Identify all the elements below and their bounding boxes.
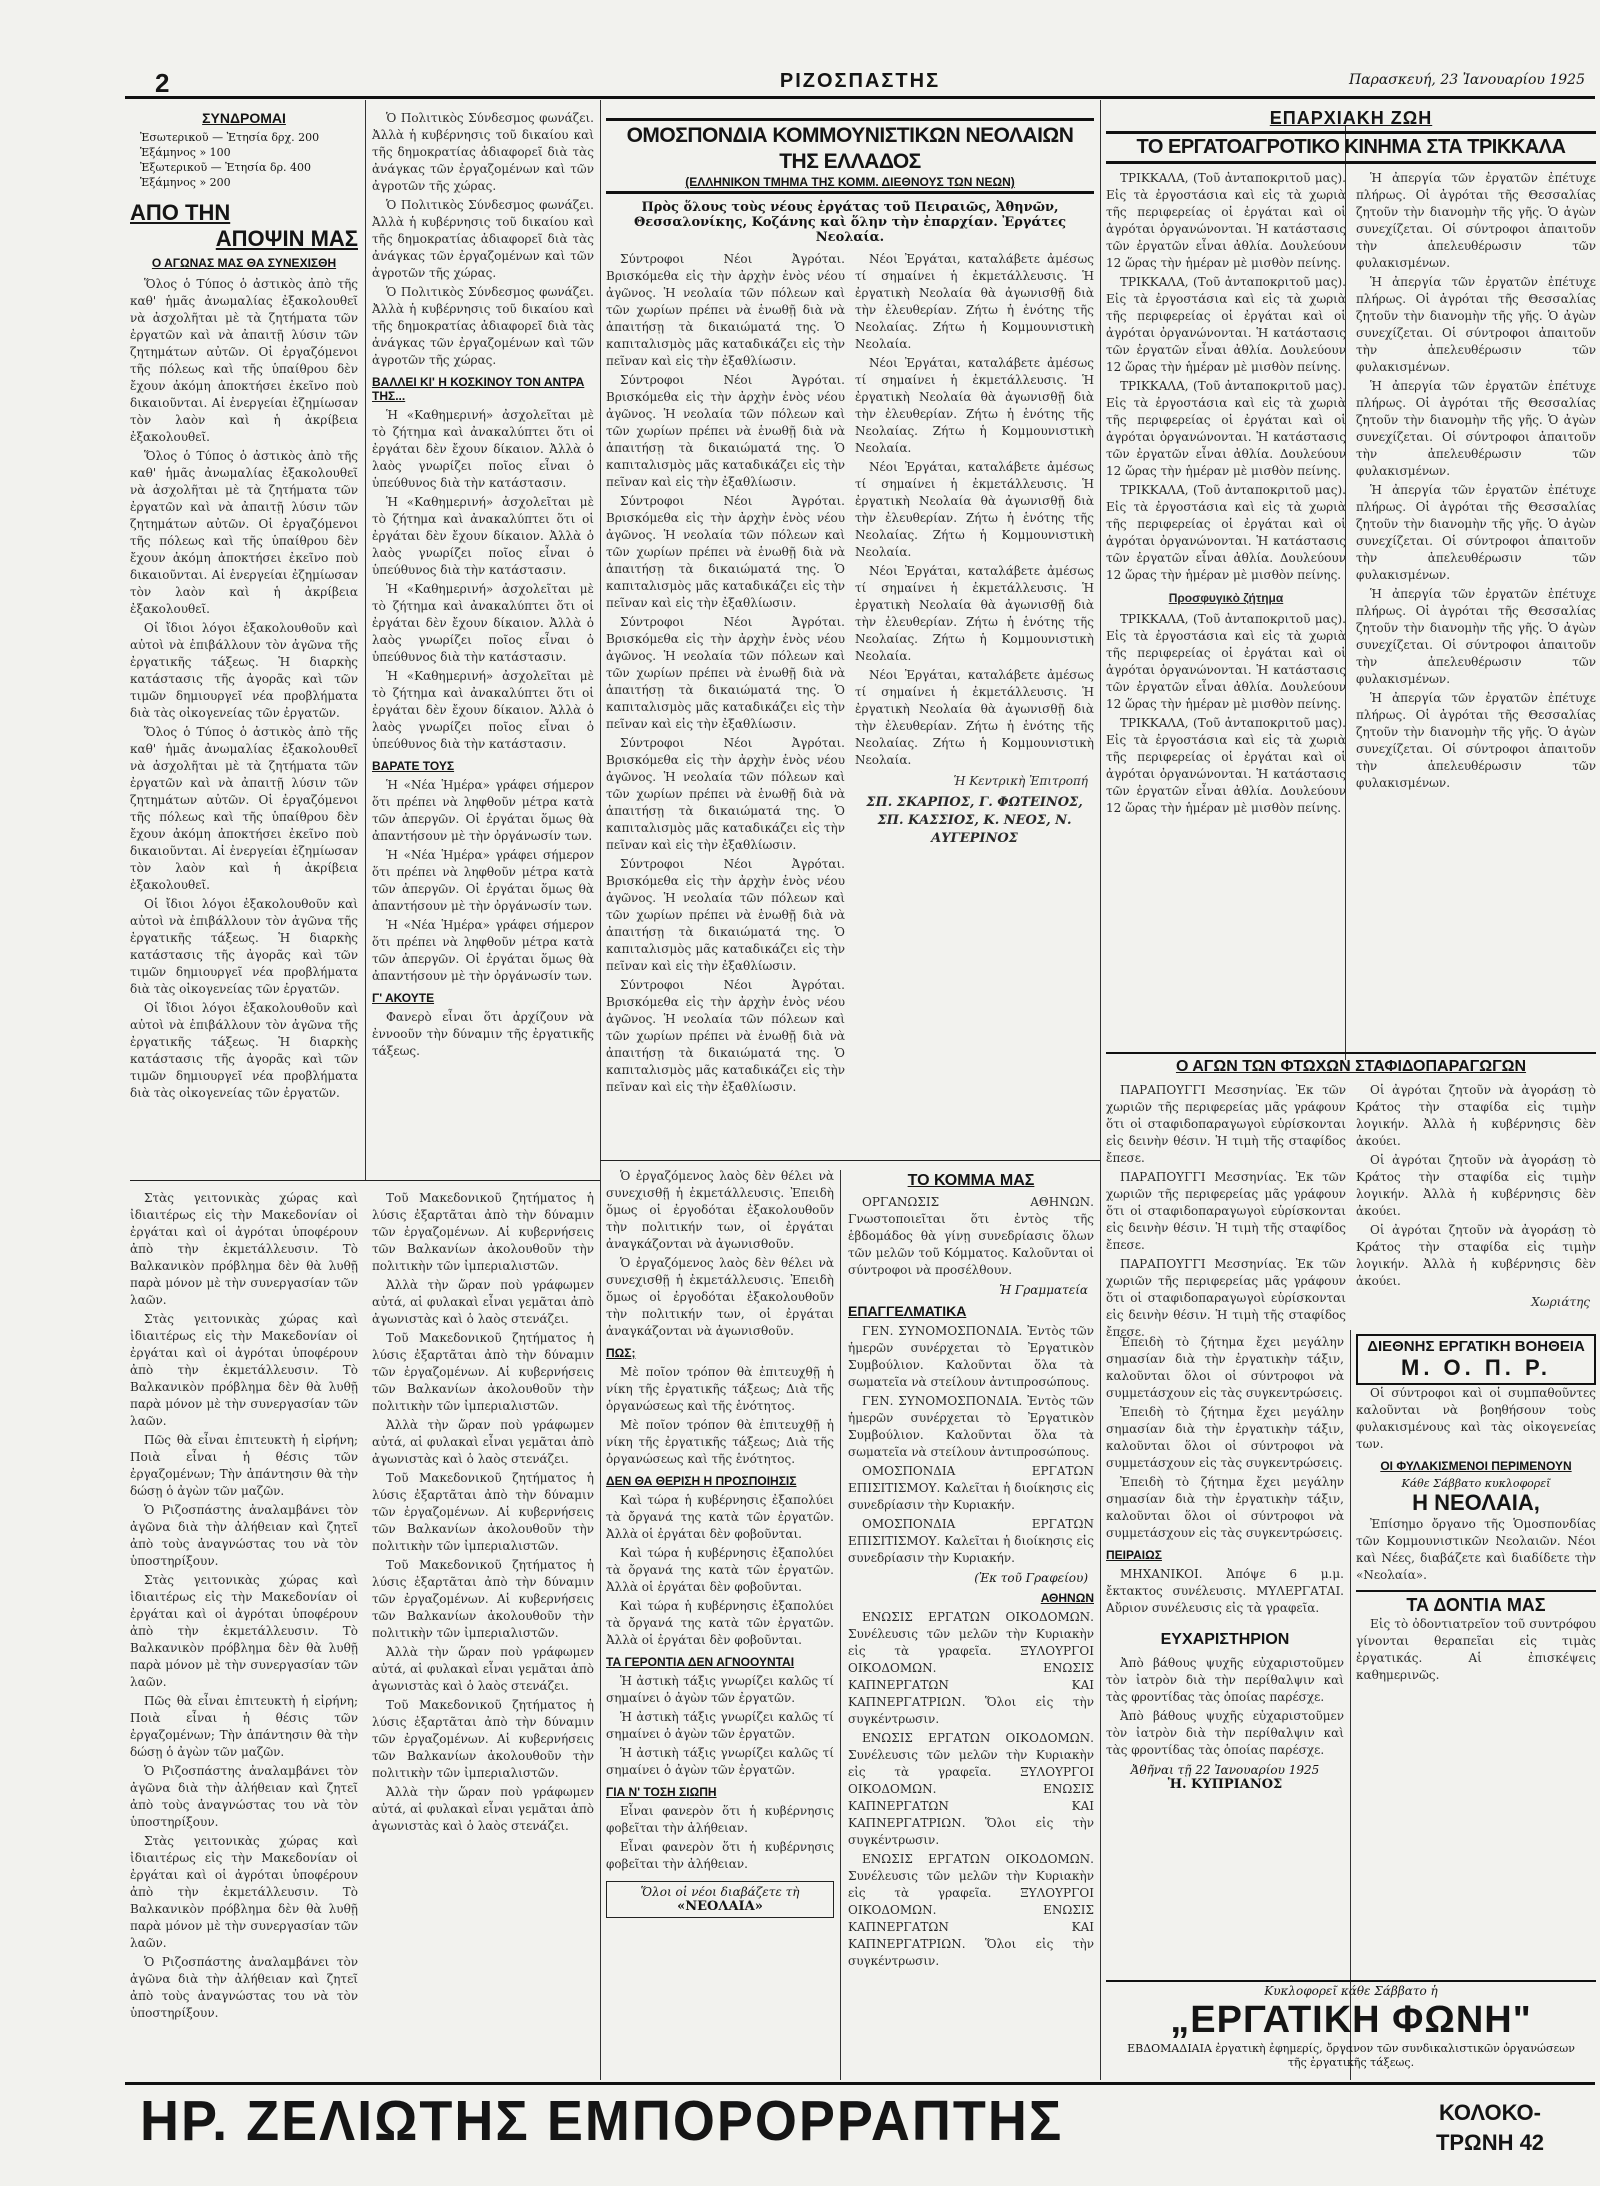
youth-body-left: Σύντροφοι Νέοι Ἀγρόται. Βρισκόμεθα εἰς τὴν ἀρχὴν ἑνὸς νέου ἀγῶνος. Ἡ νεολαία τῶν πόλεων καὶ τῶν χωρίων πρέπει νὰ ἑνωθῇ διὰ νὰ ἀπαιτήσῃ τὰ δικαιώματά της. Ὁ καπιταλισμὸς μᾶς καταδικάζει εἰς τὴν πεῖναν καὶ εἰς τὴν ἐξαθλίωσιν. Σύντροφοι Νέοι Ἀγρόται. Βρισκόμεθα εἰς τὴν ἀρχὴν ἑνὸς νέου ἀγῶνος. Ἡ νεολαία τῶν πόλεων καὶ τῶν χωρίων πρέπει νὰ ἑνωθῇ διὰ νὰ ἀπαιτήσῃ τὰ δικαιώματά της. Ὁ καπιταλισμὸς μᾶς καταδικάζει εἰς τὴν πεῖναν καὶ εἰς τὴν ἐξαθλίωσιν. Σύντροφοι Νέοι Ἀγρόται. Βρισκόμεθα εἰς τὴν ἀρχὴν ἑνὸς νέου ἀγῶνος. Ἡ νεολαία τῶν πόλεων καὶ τῶν χωρίων πρέπει νὰ ἑνωθῇ διὰ νὰ ἀπαιτήσῃ τὰ δικαιώματά της. Ὁ καπιταλισμὸς μᾶς καταδικάζει εἰς τὴν πεῖναν καὶ εἰς τὴν ἐξαθλίωσιν. Σύντροφοι Νέοι Ἀγρόται. Βρισκόμεθα εἰς τὴν ἀρχὴν ἑνὸς νέου ἀγῶνος. Ἡ νεολαία τῶν πόλεων καὶ τῶν χωρίων πρέπει νὰ ἑνωθῇ διὰ νὰ ἀπαιτήσῃ τὰ δικαιώματά της. Ὁ καπιταλισμὸς μᾶς καταδικάζει εἰς τὴν πεῖναν καὶ εἰς τὴν ἐξαθλίωσιν. Σύντροφοι Νέοι Ἀγρόται. Βρισκόμεθα εἰς τὴν ἀρχὴν ἑνὸς νέου ἀγῶνος. Ἡ νεολαία τῶν πόλεων καὶ τῶν χωρίων πρέπει νὰ ἑνωθῇ διὰ νὰ ἀπαιτήσῃ τὰ δικαιώματά της. Ὁ καπιταλισμὸς μᾶς καταδικάζει εἰς τὴν πεῖναν καὶ εἰς τὴν ἐξαθλίωσιν. Σύντροφοι Νέοι Ἀγρόται. Βρισκόμεθα εἰς τὴν ἀρχὴν ἑνὸς νέου ἀγῶνος. Ἡ νεολαία τῶν πόλεων καὶ τῶν χωρίων πρέπει νὰ ἑνωθῇ διὰ νὰ ἀπαιτήσῃ τὰ δικαιώματά της. Ὁ καπιταλισμὸς μᾶς καταδικάζει εἰς τὴν πεῖναν καὶ εἰς τὴν ἐξαθλίωσιν. Σύντροφοι Νέοι Ἀγρόται. Βρισκόμεθα εἰς τὴν ἀρχὴν ἑνὸς νέου ἀγῶνος. Ἡ νεολαία τῶν πόλεων καὶ τῶν χωρίων πρέπει νὰ ἑνωθῇ διὰ νὰ ἀπαιτήσῃ τὰ δικαιώματά της. Ὁ καπιταλισμὸς μᾶς καταδικάζει εἰς τὴν πεῖναν καὶ εἰς τὴν ἐξαθλίωσιν.	[606, 252, 845, 1094]
column-press-review	[372, 110, 594, 1175]
ergatiki-desc: ΕΒΔΟΜΑΔΙΑΙΑ ἐργατικὴ ἐφημερίς, ὄργανον τῶν συνδικαλιστικῶν ὀργανώσεων τῆς ἐργατικῆς τάξεως.	[1127, 2042, 1575, 2069]
mopr-body: Οἱ σύντροφοι καὶ οἱ συμπαθοῦντες καλοῦνται νὰ βοηθήσουν τοὺς φυλακισμένους καὶ τὰς οἰκογενείας των.	[1356, 1386, 1596, 1451]
subscription-rates	[140, 130, 358, 190]
section-divider	[600, 1160, 1100, 1161]
neolaia-box-title: «ΝΕΟΛΑΙΑ»	[677, 1899, 763, 1914]
tailor-ad-address	[1400, 2098, 1580, 2158]
ergatiki-name: „ΕΡΓΑΤΙΚΗ ΦΩΝΗ"	[1170, 1999, 1532, 2041]
athens-title: ΑΘΗΝΩΝ	[1040, 1591, 1094, 1605]
province-section	[1106, 108, 1596, 1048]
subscription-row: Ἑξάμηνος » 200	[140, 176, 231, 189]
page-header	[125, 68, 1595, 99]
article-subheading: Ο ΑΓΩΝΑΣ ΜΑΣ ΘΑ ΣΥΝΕΧΙΣΘΗ	[151, 256, 337, 270]
youth-title-box	[606, 118, 1094, 194]
subscription-row: Ἐσωτερικοῦ — Ἐτησία δρχ. 200	[140, 131, 320, 144]
neolaia-name: Η ΝΕΟΛΑΙΑ,	[1412, 1490, 1540, 1515]
lower-mid-article	[372, 1190, 594, 2080]
province-title: ΕΠΑΡΧΙΑΚΗ ΖΩΗ	[1269, 108, 1433, 128]
unions-title: ΕΠΑΓΓΕΛΜΑΤΙΚΑ	[848, 1303, 967, 1319]
unions-body: ΓΕΝ. ΣΥΝΟΜΟΣΠΟΝΔΙΑ. Ἐντὸς τῶν ἡμερῶν συνέρχεται τὸ Ἐργατικὸν Συμβούλιον. Καλοῦνται ὅλα τὰ σωματεῖα νὰ στείλουν ἀντιπροσώπους. ΓΕΝ. ΣΥΝΟΜΟΣΠΟΝΔΙΑ. Ἐντὸς τῶν ἡμερῶν συνέρχεται τὸ Ἐργατικὸν Συμβούλιον. Καλοῦνται ὅλα τὰ σωματεῖα νὰ στείλουν ἀντιπροσώπους. ΟΜΟΣΠΟΝΔΙΑ ΕΡΓΑΤΩΝ ΕΠΙΣΙΤΙΣΜΟΥ. Καλεῖται ἡ διοίκησις εἰς συνεδρίασιν τὴν Κυριακήν. ΟΜΟΣΠΟΝΔΙΑ ΕΡΓΑΤΩΝ ΕΠΙΣΙΤΙΣΜΟΥ. Καλεῖται ἡ διοίκησις εἰς συνεδρίασιν τὴν Κυριακήν.	[848, 1324, 1094, 1565]
raisins-body-left: ΠΑΡΑΠΟΥΓΓΙ Μεσσηνίας. Ἐκ τῶν χωριῶν τῆς περιφερείας μᾶς γράφουν ὅτι οἱ σταφιδοπαραγωγοὶ εὑρίσκονται εἰς δεινὴν θέσιν. Ἡ τιμὴ τῆς σταφίδος ἔπεσε. ΠΑΡΑΠΟΥΓΓΙ Μεσσηνίας. Ἐκ τῶν χωριῶν τῆς περιφερείας μᾶς γράφουν ὅτι οἱ σταφιδοπαραγωγοὶ εὑρίσκονται εἰς δεινὴν θέσιν. Ἡ τιμὴ τῆς σταφίδος ἔπεσε. ΠΑΡΑΠΟΥΓΓΙ Μεσσηνίας. Ἐκ τῶν χωριῶν τῆς περιφερείας μᾶς γράφουν ὅτι οἱ σταφιδοπαραγωγοὶ εὑρίσκονται εἰς δεινὴν θέσιν. Ἡ τιμὴ τῆς σταφίδος ἔπεσε.	[1106, 1083, 1346, 1339]
mopr-subtitle: Μ. Ο. Π. Ρ.	[1401, 1355, 1551, 1380]
column-rule	[1350, 1330, 1351, 2080]
youth-signatories: ΣΠ. ΣΚΑΡΠΟΣ, Γ. ΦΩΤΕΙΝΟΣ, ΣΠ. ΚΑΣΣΙΟΣ, Κ. ΝΕΟΣ, Ν. ΑΥΓΕΡΙΝΟΣ	[866, 795, 1083, 846]
raisins-columns	[1106, 1082, 1596, 1343]
section-title: ΔΕΝ ΘΑ ΘΕΡΙΣΗ Η ΠΡΟΣΠΟΙΗΣΙΣ	[606, 1474, 797, 1488]
ergatiki-foni-ad	[1106, 1980, 1596, 2080]
province-subtitle: Προσφυγικὸ ζήτημα	[1168, 591, 1284, 605]
column-c-lower	[606, 1168, 834, 2080]
thanks-name: Ἡ. ΚΥΠΡΙΑΝΟΣ	[1167, 1777, 1283, 1792]
youth-body-right: Νέοι Ἐργάται, καταλάβετε ἀμέσως τί σημαίνει ἡ ἐκμετάλλευσις. Ἡ ἐργατικὴ Νεολαία θὰ ἀγωνισθῇ διὰ τὴν ἐλευθερίαν. Ζήτω ἡ ἑνότης τῆς Νεολαίας. Ζήτω ἡ Κομμουνιστικὴ Νεολαία. Νέοι Ἐργάται, καταλάβετε ἀμέσως τί σημαίνει ἡ ἐκμετάλλευσις. Ἡ ἐργατικὴ Νεολαία θὰ ἀγωνισθῇ διὰ τὴν ἐλευθερίαν. Ζήτω ἡ ἑνότης τῆς Νεολαίας. Ζήτω ἡ Κομμουνιστικὴ Νεολαία. Νέοι Ἐργάται, καταλάβετε ἀμέσως τί σημαίνει ἡ ἐκμετάλλευσις. Ἡ ἐργατικὴ Νεολαία θὰ ἀγωνισθῇ διὰ τὴν ἐλευθερίαν. Ζήτω ἡ ἑνότης τῆς Νεολαίας. Ζήτω ἡ Κομμουνιστικὴ Νεολαία. Νέοι Ἐργάται, καταλάβετε ἀμέσως τί σημαίνει ἡ ἐκμετάλλευσις. Ἡ ἐργατικὴ Νεολαία θὰ ἀγωνισθῇ διὰ τὴν ἐλευθερίαν. Ζήτω ἡ ἑνότης τῆς Νεολαίας. Ζήτω ἡ Κομμουνιστικὴ Νεολαία. Νέοι Ἐργάται, καταλάβετε ἀμέσως τί σημαίνει ἡ ἐκμετάλλευσις. Ἡ ἐργατικὴ Νεολαία θὰ ἀγωνισθῇ διὰ τὴν ἐλευθερίαν. Ζήτω ἡ ἑνότης τῆς Νεολαίας. Ζήτω ἡ Κομμουνιστικὴ Νεολαία. Ἡ Κεντρικὴ Ἐπιτροπή ΣΠ. ΣΚΑΡΠΟΣ, Γ. ΦΩΤΕΙΝΟΣ, ΣΠ. ΚΑΣΣΙΟΣ, Κ. ΝΕΟΣ, Ν. ΑΥΓΕΡΙΝΟΣ	[855, 252, 1094, 846]
neolaia-intro: Κάθε Σάββατο κυκλοφορεῖ	[1401, 1477, 1551, 1490]
province-body-right: Ἡ ἀπεργία τῶν ἐργατῶν ἐπέτυχε πλήρως. Οἱ ἀγρόται τῆς Θεσσαλίας ζητοῦν τὴν διανομὴν τῆς γῆς. Ὁ ἀγὼν συνεχίζεται. Οἱ σύντροφοι ἀπαιτοῦν τὴν ἀπελευθέρωσιν τῶν φυλακισμένων. Ἡ ἀπεργία τῶν ἐργατῶν ἐπέτυχε πλήρως. Οἱ ἀγρόται τῆς Θεσσαλίας ζητοῦν τὴν διανομὴν τῆς γῆς. Ὁ ἀγὼν συνεχίζεται. Οἱ σύντροφοι ἀπαιτοῦν τὴν ἀπελευθέρωσιν τῶν φυλακισμένων. Ἡ ἀπεργία τῶν ἐργατῶν ἐπέτυχε πλήρως. Οἱ ἀγρόται τῆς Θεσσαλίας ζητοῦν τὴν διανομὴν τῆς γῆς. Ὁ ἀγὼν συνεχίζεται. Οἱ σύντροφοι ἀπαιτοῦν τὴν ἀπελευθέρωσιν τῶν φυλακισμένων. Ἡ ἀπεργία τῶν ἐργατῶν ἐπέτυχε πλήρως. Οἱ ἀγρόται τῆς Θεσσαλίας ζητοῦν τὴν διανομὴν τῆς γῆς. Ὁ ἀγὼν συνεχίζεται. Οἱ σύντροφοι ἀπαιτοῦν τὴν ἀπελευθέρωσιν τῶν φυλακισμένων. Ἡ ἀπεργία τῶν ἐργατῶν ἐπέτυχε πλήρως. Οἱ ἀγρόται τῆς Θεσσαλίας ζητοῦν τὴν διανομὴν τῆς γῆς. Ὁ ἀγὼν συνεχίζεται. Οἱ σύντροφοι ἀπαιτοῦν τὴν ἀπελευθέρωσιν τῶν φυλακισμένων. Ἡ ἀπεργία τῶν ἐργατῶν ἐπέτυχε πλήρως. Οἱ ἀγρόται τῆς Θεσσαλίας ζητοῦν τὴν διανομὴν τῆς γῆς. Ὁ ἀγὼν συνεχίζεται. Οἱ σύντροφοι ἀπαιτοῦν τὴν ἀπελευθέρωσιν τῶν φυλακισμένων.	[1356, 171, 1596, 790]
lower-left-article	[130, 1190, 358, 2080]
section-title: ΒΑΡΑΤΕ ΤΟΥΣ	[372, 759, 455, 773]
piraeus-body: ΜΗΧΑΝΙΚΟΙ. Ἀπόψε 6 μ.μ. ἔκτακτος συνέλευσις. ΜΥΛΕΡΓΑΤΑΙ. Αὔριον συνέλευσις εἰς τὰ γραφεῖα.	[1106, 1567, 1344, 1615]
subscription-row: Ἑξάμηνος » 100	[140, 146, 231, 159]
mopr-box	[1356, 1334, 1596, 1385]
raisins-body-right: Οἱ ἀγρόται ζητοῦν νὰ ἀγοράσῃ τὸ Κράτος τὴν σταφίδα εἰς τιμὴν λογικήν. Ἀλλὰ ἡ κυβέρνησις δὲν ἀκούει. Οἱ ἀγρόται ζητοῦν νὰ ἀγοράσῃ τὸ Κράτος τὴν σταφίδα εἰς τιμὴν λογικήν. Ἀλλὰ ἡ κυβέρνησις δὲν ἀκούει. Οἱ ἀγρόται ζητοῦν νὰ ἀγοράσῃ τὸ Κράτος τὴν σταφίδα εἰς τιμὴν λογικήν. Ἀλλὰ ἡ κυβέρνησις δὲν ἀκούει. Χωριάτης	[1356, 1083, 1596, 1309]
bottom-ad-rule	[125, 2082, 1595, 2085]
column-rule	[1100, 100, 1101, 2080]
section-body: Ἡ «Καθημερινή» ἀσχολεῖται μὲ τὸ ζήτημα καὶ ἀνακαλύπτει ὅτι οἱ ἐργάται δὲν ἔχουν δίκαιον. Ἀλλὰ ὁ λαὸς γνωρίζει ποῖος εἶναι ὁ ὑπεύθυνος διὰ τὴν κατάστασιν. Ἡ «Καθημερινή» ἀσχολεῖται μὲ τὸ ζήτημα καὶ ἀνακαλύπτει ὅτι οἱ ἐργάται δὲν ἔχουν δίκαιον. Ἀλλὰ ὁ λαὸς γνωρίζει ποῖος εἶναι ὁ ὑπεύθυνος διὰ τὴν κατάστασιν. Ἡ «Καθημερινή» ἀσχολεῖται μὲ τὸ ζήτημα καὶ ἀνακαλύπτει ὅτι οἱ ἐργάται δὲν ἔχουν δίκαιον. Ἀλλὰ ὁ λαὸς γνωρίζει ποῖος εἶναι ὁ ὑπεύθυνος διὰ τὴν κατάστασιν. Ἡ «Καθημερινή» ἀσχολεῖται μὲ τὸ ζήτημα καὶ ἀνακαλύπτει ὅτι οἱ ἐργάται δὲν ἔχουν δίκαιον. Ἀλλὰ ὁ λαὸς γνωρίζει ποῖος εἶναι ὁ ὑπεύθυνος διὰ τὴν κατάστασιν.	[372, 408, 594, 751]
party-title: ΤΟ ΚΟΜΜΑ ΜΑΣ	[907, 1172, 1035, 1189]
athens-body: ΕΝΩΣΙΣ ΕΡΓΑΤΩΝ ΟΙΚΟΔΟΜΩΝ. Συνέλευσις τῶν μελῶν τὴν Κυριακὴν εἰς τὰ γραφεῖα. ΞΥΛΟΥΡΓΟΙ ΟΙΚΟΔΟΜΩΝ. ΕΝΩΣΙΣ ΚΑΠΝΕΡΓΑΤΩΝ ΚΑΙ ΚΑΠΝΕΡΓΑΤΡΙΩΝ. Ὅλοι εἰς τὴν συγκέντρωσιν. ΕΝΩΣΙΣ ΕΡΓΑΤΩΝ ΟΙΚΟΔΟΜΩΝ. Συνέλευσις τῶν μελῶν τὴν Κυριακὴν εἰς τὰ γραφεῖα. ΞΥΛΟΥΡΓΟΙ ΟΙΚΟΔΟΜΩΝ. ΕΝΩΣΙΣ ΚΑΠΝΕΡΓΑΤΩΝ ΚΑΙ ΚΑΠΝΕΡΓΑΤΡΙΩΝ. Ὅλοι εἰς τὴν συγκέντρωσιν. ΕΝΩΣΙΣ ΕΡΓΑΤΩΝ ΟΙΚΟΔΟΜΩΝ. Συνέλευσις τῶν μελῶν τὴν Κυριακὴν εἰς τὰ γραφεῖα. ΞΥΛΟΥΡΓΟΙ ΟΙΚΟΔΟΜΩΝ. ΕΝΩΣΙΣ ΚΑΠΝΕΡΓΑΤΩΝ ΚΑΙ ΚΑΠΝΕΡΓΑΤΡΙΩΝ. Ὅλοι εἰς τὴν συγκέντρωσιν.	[848, 1610, 1094, 1968]
heading-from-the: ΑΠΟ ΤΗΝ	[130, 200, 231, 225]
piraeus-title: ΠΕΙΡΑΙΩΣ	[1106, 1548, 1162, 1562]
neolaia-box-line: Ὅλοι οἱ νέοι διαβάζετε τὴ	[640, 1885, 800, 1899]
province-headline: ΤΟ ΕΡΓΑΤΟΑΓΡΟΤΙΚΟ ΚΙΝΗΜΑ ΣΤΑ ΤΡΙΚΚΑΛΑ	[1136, 136, 1566, 158]
section-body: Ἡ ἀστικὴ τάξις γνωρίζει καλῶς τί σημαίνει ὁ ἀγὼν τῶν ἐργατῶν. Ἡ ἀστικὴ τάξις γνωρίζει καλῶς τί σημαίνει ὁ ἀγὼν τῶν ἐργατῶν. Ἡ ἀστικὴ τάξις γνωρίζει καλῶς τί σημαίνει ὁ ἀγὼν τῶν ἐργατῶν.	[606, 1674, 834, 1777]
address-line: ΚΟΛΟΚΟ-	[1439, 2100, 1541, 2125]
prisoners-title: ΟΙ ΦΥΛΑΚΙΣΜΕΝΟΙ ΠΕΡΙΜΕΝΟΥΝ	[1380, 1459, 1572, 1473]
subscription-row: Ἐξωτερικοῦ — Ἐτησία δρ. 400	[140, 161, 312, 174]
province-body-left: ΤΡΙΚΚΑΛΑ, (Τοῦ ἀνταποκριτοῦ μας). Εἰς τὰ ἐργοστάσια καὶ εἰς τὰ χωριὰ τῆς περιφερείας οἱ ἐργάται καὶ οἱ ἀγρόται ὀργανώνονται. Ἡ κατάστασις τῶν ἐργατῶν εἶναι ἀθλία. Δουλεύουν 12 ὥρας τὴν ἡμέραν μὲ μισθὸν πείνης. ΤΡΙΚΚΑΛΑ, (Τοῦ ἀνταποκριτοῦ μας). Εἰς τὰ ἐργοστάσια καὶ εἰς τὰ χωριὰ τῆς περιφερείας οἱ ἐργάται καὶ οἱ ἀγρόται ὀργανώνονται. Ἡ κατάστασις τῶν ἐργατῶν εἶναι ἀθλία. Δουλεύουν 12 ὥρας τὴν ἡμέραν μὲ μισθὸν πείνης. ΤΡΙΚΚΑΛΑ, (Τοῦ ἀνταποκριτοῦ μας). Εἰς τὰ ἐργοστάσια καὶ εἰς τὰ χωριὰ τῆς περιφερείας οἱ ἐργάται καὶ οἱ ἀγρόται ὀργανώνονται. Ἡ κατάστασις τῶν ἐργατῶν εἶναι ἀθλία. Δουλεύουν 12 ὥρας τὴν ἡμέραν μὲ μισθὸν πείνης. ΤΡΙΚΚΑΛΑ, (Τοῦ ἀνταποκριτοῦ μας). Εἰς τὰ ἐργοστάσια καὶ εἰς τὰ χωριὰ τῆς περιφερείας οἱ ἐργάται καὶ οἱ ἀγρόται ὀργανώνονται. Ἡ κατάστασις τῶν ἐργατῶν εἶναι ἀθλία. Δουλεύουν 12 ὥρας τὴν ἡμέραν μὲ μισθὸν πείνης. Προσφυγικὸ ζήτημα ΤΡΙΚΚΑΛΑ, (Τοῦ ἀνταποκριτοῦ μας). Εἰς τὰ ἐργοστάσια καὶ εἰς τὰ χωριὰ τῆς περιφερείας οἱ ἐργάται καὶ οἱ ἀγρόται ὀργανώνονται. Ἡ κατάστασις τῶν ἐργατῶν εἶναι ἀθλία. Δουλεύουν 12 ὥρας τὴν ἡμέραν μὲ μισθὸν πείνης. ΤΡΙΚΚΑΛΑ, (Τοῦ ἀνταποκριτοῦ μας). Εἰς τὰ ἐργοστάσια καὶ εἰς τὰ χωριὰ τῆς περιφερείας οἱ ἐργάται καὶ οἱ ἀγρόται ὀργανώνονται. Ἡ κατάστασις τῶν ἐργατῶν εἶναι ἀθλία. Δουλεύουν 12 ὥρας τὴν ἡμέραν μὲ μισθὸν πείνης.	[1106, 171, 1346, 815]
youth-subtitle: (ΕΛΛΗΝΙΚΟΝ ΤΜΗΜΑ ΤΗΣ ΚΟΜΜ. ΔΙΕΘΝΟΥΣ ΤΩΝ ΝΕΩΝ)	[685, 175, 1015, 189]
province-headline-box	[1106, 131, 1596, 164]
youth-federation-article	[606, 118, 1094, 1158]
column-from-our-view	[130, 110, 358, 1175]
teeth-title: ΤΑ ΔΟΝΤΙΑ ΜΑΣ	[1356, 1590, 1596, 1616]
section-title: ΒΑΛΛΕΙ ΚΙ' Η ΚΟΣΚΙΝΟΥ ΤΟΝ ΑΝΤΡΑ ΤΗΣ...	[372, 375, 585, 403]
party-body: ΟΡΓΑΝΩΣΙΣ ΑΘΗΝΩΝ. Γνωστοποιεῖται ὅτι ἐντὸς τῆς ἑβδομάδος θὰ γίνῃ συνεδρίασις ὅλων τῶν μελῶν τοῦ Κόμματος. Καλοῦνται οἱ σύντροφοι νὰ προσέλθουν.	[848, 1195, 1094, 1277]
article-body: Τοῦ Μακεδονικοῦ ζητήματος ἡ λύσις ἐξαρτᾶται ἀπὸ τὴν δύναμιν τῶν ἐργαζομένων. Αἱ κυβερνήσεις τῶν Βαλκανίων ἀκολουθοῦν τὴν πολιτικὴν τῶν ἰμπεριαλιστῶν. Ἀλλὰ τὴν ὥραν ποὺ γράφωμεν αὐτά, αἱ φυλακαὶ εἶναι γεμᾶται ἀπὸ ἀγωνιστὰς καὶ ὁ λαὸς στενάζει. Τοῦ Μακεδονικοῦ ζητήματος ἡ λύσις ἐξαρτᾶται ἀπὸ τὴν δύναμιν τῶν ἐργαζομένων. Αἱ κυβερνήσεις τῶν Βαλκανίων ἀκολουθοῦν τὴν πολιτικὴν τῶν ἰμπεριαλιστῶν. Ἀλλὰ τὴν ὥραν ποὺ γράφωμεν αὐτά, αἱ φυλακαὶ εἶναι γεμᾶται ἀπὸ ἀγωνιστὰς καὶ ὁ λαὸς στενάζει. Τοῦ Μακεδονικοῦ ζητήματος ἡ λύσις ἐξαρτᾶται ἀπὸ τὴν δύναμιν τῶν ἐργαζομένων. Αἱ κυβερνήσεις τῶν Βαλκανίων ἀκολουθοῦν τὴν πολιτικὴν τῶν ἰμπεριαλιστῶν. Τοῦ Μακεδονικοῦ ζητήματος ἡ λύσις ἐξαρτᾶται ἀπὸ τὴν δύναμιν τῶν ἐργαζομένων. Αἱ κυβερνήσεις τῶν Βαλκανίων ἀκολουθοῦν τὴν πολιτικὴν τῶν ἰμπεριαλιστῶν. Ἀλλὰ τὴν ὥραν ποὺ γράφωμεν αὐτά, αἱ φυλακαὶ εἶναι γεμᾶται ἀπὸ ἀγωνιστὰς καὶ ὁ λαὸς στενάζει. Τοῦ Μακεδονικοῦ ζητήματος ἡ λύσις ἐξαρτᾶται ἀπὸ τὴν δύναμιν τῶν ἐργαζομένων. Αἱ κυβερνήσεις τῶν Βαλκανίων ἀκολουθοῦν τὴν πολιτικὴν τῶν ἰμπεριαλιστῶν. Ἀλλὰ τὴν ὥραν ποὺ γράφωμεν αὐτά, αἱ φυλακαὶ εἶναι γεμᾶται ἀπὸ ἀγωνιστὰς καὶ ὁ λαὸς στενάζει.	[372, 1191, 594, 1833]
party-signature: Ἡ Γραμματεία	[999, 1283, 1088, 1297]
thanks-body: Ἀπὸ βάθους ψυχῆς εὐχαριστοῦμεν τὸν ἰατρὸν διὰ τὴν περίθαλψιν καὶ τὰς φροντίδας τὰς ὁποίας παρέσχε. Ἀπὸ βάθους ψυχῆς εὐχαριστοῦμεν τὸν ἰατρὸν διὰ τὴν περίθαλψιν καὶ τὰς φροντίδας τὰς ὁποίας παρέσχε.	[1106, 1656, 1344, 1757]
article-body: Ὁ Πολιτικὸς Σύνδεσμος φωνάζει. Ἀλλὰ ἡ κυβέρνησις τοῦ δικαίου καὶ τῆς δημοκρατίας ἀδιαφορεῖ διὰ τὰς ἀνάγκας τῶν ἐργαζομένων καὶ τῶν ἀγροτῶν τῆς χώρας. Ὁ Πολιτικὸς Σύνδεσμος φωνάζει. Ἀλλὰ ἡ κυβέρνησις τοῦ δικαίου καὶ τῆς δημοκρατίας ἀδιαφορεῖ διὰ τὰς ἀνάγκας τῶν ἐργαζομένων καὶ τῶν ἀγροτῶν τῆς χώρας. Ὁ Πολιτικὸς Σύνδεσμος φωνάζει. Ἀλλὰ ἡ κυβέρνησις τοῦ δικαίου καὶ τῆς δημοκρατίας ἀδιαφορεῖ διὰ τὰς ἀνάγκας τῶν ἐργαζομένων καὶ τῶν ἀγροτῶν τῆς χώρας.	[372, 111, 594, 367]
article-body: Στὰς γειτονικὰς χώρας καὶ ἰδιαιτέρως εἰς τὴν Μακεδονίαν οἱ ἐργάται καὶ οἱ ἀγρόται ὑποφέρουν ἀπὸ τὴν ἐκμετάλλευσιν. Τὸ Βαλκανικὸν πρόβλημα δὲν θὰ λυθῇ παρὰ μόνον μὲ τὴν συνεργασίαν τῶν λαῶν. Στὰς γειτονικὰς χώρας καὶ ἰδιαιτέρως εἰς τὴν Μακεδονίαν οἱ ἐργάται καὶ οἱ ἀγρόται ὑποφέρουν ἀπὸ τὴν ἐκμετάλλευσιν. Τὸ Βαλκανικὸν πρόβλημα δὲν θὰ λυθῇ παρὰ μόνον μὲ τὴν συνεργασίαν τῶν λαῶν. Πῶς θὰ εἶναι ἐπιτευκτὴ ἡ εἰρήνη; Ποιὰ εἶναι ἡ θέσις τῶν ἐργαζομένων; Τὴν ἀπάντησιν θὰ τὴν δώσῃ ὁ ἀγὼν τῶν μαζῶν. Ὁ Ριζοσπάστης ἀναλαμβάνει τὸν ἀγῶνα διὰ τὴν ἀλήθειαν καὶ ζητεῖ ἀπὸ τοὺς ἀναγνώστας του νὰ τὸν ὑποστηρίξουν. Στὰς γειτονικὰς χώρας καὶ ἰδιαιτέρως εἰς τὴν Μακεδονίαν οἱ ἐργάται καὶ οἱ ἀγρόται ὑποφέρουν ἀπὸ τὴν ἐκμετάλλευσιν. Τὸ Βαλκανικὸν πρόβλημα δὲν θὰ λυθῇ παρὰ μόνον μὲ τὴν συνεργασίαν τῶν λαῶν. Πῶς θὰ εἶναι ἐπιτευκτὴ ἡ εἰρήνη; Ποιὰ εἶναι ἡ θέσις τῶν ἐργαζομένων; Τὴν ἀπάντησιν θὰ τὴν δώσῃ ὁ ἀγὼν τῶν μαζῶν. Ὁ Ριζοσπάστης ἀναλαμβάνει τὸν ἀγῶνα διὰ τὴν ἀλήθειαν καὶ ζητεῖ ἀπὸ τοὺς ἀναγνώστας του νὰ τὸν ὑποστηρίξουν. Στὰς γειτονικὰς χώρας καὶ ἰδιαιτέρως εἰς τὴν Μακεδονίαν οἱ ἐργάται καὶ οἱ ἀγρόται ὑποφέρουν ἀπὸ τὴν ἐκμετάλλευσιν. Τὸ Βαλκανικὸν πρόβλημα δὲν θὰ λυθῇ παρὰ μόνον μὲ τὴν συνεργασίαν τῶν λαῶν. Ὁ Ριζοσπάστης ἀναλαμβάνει τὸν ἀγῶνα διὰ τὴν ἀλήθειαν καὶ ζητεῖ ἀπὸ τοὺς ἀναγνώστας του νὰ τὸν ὑποστηρίξουν.	[130, 1191, 358, 2020]
province-lower-column	[1106, 1334, 1344, 2080]
from-office: (Ἐκ τοῦ Γραφείου)	[974, 1571, 1088, 1585]
section-title: ΤΑ ΓΕΡΟΝΤΙΑ ΔΕΝ ΑΓΝΟΟΥΝΤΑΙ	[606, 1655, 795, 1669]
party-column	[848, 1168, 1094, 2080]
thanks-title: ΕΥΧΑΡΙΣΤΗΡΙΟΝ	[1160, 1631, 1290, 1648]
address-line: ΤΡΩΝΗ 42	[1435, 2130, 1545, 2155]
article-body: Ὁ ἐργαζόμενος λαὸς δὲν θέλει νὰ συνεχισθῇ ἡ ἐκμετάλλευσις. Ἐπειδὴ ὅμως οἱ ἐργοδόται ἐξακολουθοῦν τὴν πολιτικήν των, οἱ ἐργάται ἀναγκάζονται νὰ ἀγωνισθοῦν. Ὁ ἐργαζόμενος λαὸς δὲν θέλει νὰ συνεχισθῇ ἡ ἐκμετάλλευσις. Ἐπειδὴ ὅμως οἱ ἐργοδόται ἐξακολουθοῦν τὴν πολιτικήν των, οἱ ἐργάται ἀναγκάζονται νὰ ἀγωνισθοῦν.	[606, 1169, 834, 1338]
masthead: ΡΙΖΟΣΠΑΣΤΗΣ	[779, 70, 941, 92]
neolaia-box	[606, 1881, 834, 1918]
subscription-title: ΣΥΝΔΡΟΜΑΙ	[202, 110, 286, 126]
neolaia-body: Ἐπίσημο ὄργανο τῆς Ὁμοσπονδίας τῶν Κομμουνιστικῶν Νεολαιῶν. Νέοι καὶ Νέες, διαβάζετε καὶ διαδίδετε τὴν «Νεολαία».	[1356, 1517, 1596, 1582]
section-title: ΠΩΣ;	[606, 1346, 636, 1360]
raisins-signature: Χωριάτης	[1531, 1295, 1590, 1309]
section-title: Γ' ΑΚΟΥΤΕ	[372, 991, 435, 1005]
article-body: Ὅλος ὁ Τύπος ὁ ἀστικὸς ἀπὸ τῆς καθ' ἡμᾶς ἀνωμαλίας ἐξακολουθεῖ νὰ ἀσχολῆται μὲ τὰ ζητήματα τῶν ἐργατῶν καὶ νὰ ἀπαιτῇ λύσιν τῶν ζητημάτων αὐτῶν. Οἱ ἐργαζόμενοι τῆς πόλεως καὶ τῆς ὑπαίθρου δὲν ἔχουν ἀκόμη ἀποκτήσει ἐκεῖνο ποὺ δικαιοῦνται. Αἱ ἐνεργείαι ἐζημίωσαν τὸν λαὸν καὶ ἡ ἀκρίβεια ἐξακολουθεῖ. Ὅλος ὁ Τύπος ὁ ἀστικὸς ἀπὸ τῆς καθ' ἡμᾶς ἀνωμαλίας ἐξακολουθεῖ νὰ ἀσχολῆται μὲ τὰ ζητήματα τῶν ἐργατῶν καὶ νὰ ἀπαιτῇ λύσιν τῶν ζητημάτων αὐτῶν. Οἱ ἐργαζόμενοι τῆς πόλεως καὶ τῆς ὑπαίθρου δὲν ἔχουν ἀκόμη ἀποκτήσει ἐκεῖνο ποὺ δικαιοῦνται. Αἱ ἐνεργείαι ἐζημίωσαν τὸν λαὸν καὶ ἡ ἀκρίβεια ἐξακολουθεῖ. Οἱ ἴδιοι λόγοι ἐξακολουθοῦν καὶ αὐτοὶ νὰ ἐπιβάλλουν τὸν ἀγῶνα τῆς ἐργατικῆς τάξεως. Ἡ διαρκὴς κατάστασις τῆς ἀγορᾶς καὶ τῶν τιμῶν δημιουργεῖ νέα προβλήματα διὰ τὰς οἰκογενείας τῶν ἐργατῶν. Ὅλος ὁ Τύπος ὁ ἀστικὸς ἀπὸ τῆς καθ' ἡμᾶς ἀνωμαλίας ἐξακολουθεῖ νὰ ἀσχολῆται μὲ τὰ ζητήματα τῶν ἐργατῶν καὶ νὰ ἀπαιτῇ λύσιν τῶν ζητημάτων αὐτῶν. Οἱ ἐργαζόμενοι τῆς πόλεως καὶ τῆς ὑπαίθρου δὲν ἔχουν ἀκόμη ἀποκτήσει ἐκεῖνο ποὺ δικαιοῦνται. Αἱ ἐνεργείαι ἐζημίωσαν τὸν λαὸν καὶ ἡ ἀκρίβεια ἐξακολουθεῖ. Οἱ ἴδιοι λόγοι ἐξακολουθοῦν καὶ αὐτοὶ νὰ ἐπιβάλλουν τὸν ἀγῶνα τῆς ἐργατικῆς τάξεως. Ἡ διαρκὴς κατάστασις τῆς ἀγορᾶς καὶ τῶν τιμῶν δημιουργεῖ νέα προβλήματα διὰ τὰς οἰκογενείας τῶν ἐργατῶν. Οἱ ἴδιοι λόγοι ἐξακολουθοῦν καὶ αὐτοὶ νὰ ἐπιβάλλουν τὸν ἀγῶνα τῆς ἐργατικῆς τάξεως. Ἡ διαρκὴς κατάστασις τῆς ἀγορᾶς καὶ τῶν τιμῶν δημιουργεῖ νέα προβλήματα διὰ τὰς οἰκογενείας τῶν ἐργατῶν.	[130, 277, 358, 1100]
column-rule	[600, 100, 601, 2080]
ergatiki-intro: Κυκλοφορεῖ κάθε Σάββατο ἡ	[1264, 1984, 1438, 1998]
youth-intro: Πρὸς ὅλους τοὺς νέους ἐργάτας τοῦ Πειραιῶς, Ἀθηνῶν, Θεσσαλονίκης, Κοζάνης καὶ ὅλην τὴν ἐπαρχίαν. Ἐργάτες Νεολαία.	[633, 200, 1067, 245]
column-rule	[365, 100, 366, 1180]
province-lower-body: Ἐπειδὴ τὸ ζήτημα ἔχει μεγάλην σημασίαν διὰ τὴν ἐργατικὴν τάξιν, καλοῦνται ὅλοι οἱ σύντροφοι νὰ συμμετάσχουν εἰς τὰς συγκεντρώσεις. Ἐπειδὴ τὸ ζήτημα ἔχει μεγάλην σημασίαν διὰ τὴν ἐργατικὴν τάξιν, καλοῦνται ὅλοι οἱ σύντροφοι νὰ συμμετάσχουν εἰς τὰς συγκεντρώσεις. Ἐπειδὴ τὸ ζήτημα ἔχει μεγάλην σημασίαν διὰ τὴν ἐργατικὴν τάξιν, καλοῦνται ὅλοι οἱ σύντροφοι νὰ συμμετάσχουν εἰς τὰς συγκεντρώσεις.	[1106, 1335, 1344, 1540]
raisin-growers-article	[1106, 1052, 1596, 1339]
mopr-column	[1356, 1334, 1596, 1754]
section-body: Εἶναι φανερὸν ὅτι ἡ κυβέρνησις φοβεῖται τὴν ἀλήθειαν. Εἶναι φανερὸν ὅτι ἡ κυβέρνησις φοβεῖται τὴν ἀλήθειαν.	[606, 1804, 834, 1871]
youth-columns	[606, 251, 1094, 1098]
column-rule	[840, 1170, 841, 2080]
section-body: Φανερὸ εἶναι ὅτι ἀρχίζουν νὰ ἐννοοῦν τὴν δύναμιν τῆς ἐργατικῆς τάξεως.	[372, 1010, 594, 1058]
section-body: Ἡ «Νέα Ἡμέρα» γράφει σήμερον ὅτι πρέπει νὰ ληφθοῦν μέτρα κατὰ τῶν ἀπεργῶν. Οἱ ἐργάται ὅμως θὰ ἀπαντήσουν μὲ τὴν ὀργάνωσίν των. Ἡ «Νέα Ἡμέρα» γράφει σήμερον ὅτι πρέπει νὰ ληφθοῦν μέτρα κατὰ τῶν ἀπεργῶν. Οἱ ἐργάται ὅμως θὰ ἀπαντήσουν μὲ τὴν ὀργάνωσίν των. Ἡ «Νέα Ἡμέρα» γράφει σήμερον ὅτι πρέπει νὰ ληφθοῦν μέτρα κατὰ τῶν ἀπεργῶν. Οἱ ἐργάται ὅμως θὰ ἀπαντήσουν μὲ τὴν ὀργάνωσίν των.	[372, 778, 594, 983]
raisins-title: Ο ΑΓΩΝ ΤΩΝ ΦΤΩΧΩΝ ΣΤΑΦΙΔΟΠΑΡΑΓΩΓΩΝ	[1106, 1052, 1596, 1076]
section-divider	[130, 1180, 600, 1181]
province-columns	[1106, 170, 1596, 819]
tailor-ad-name: ΗΡ. ΖΕΛΙΩΤΗΣ ΕΜΠΟΡΟΡΡΑΠΤΗΣ	[140, 2089, 1064, 2153]
issue-date: Παρασκευή, 23 Ἰανουαρίου 1925	[1348, 72, 1585, 88]
thanks-date: Ἀθῆναι τῇ 22 Ἰανουαρίου 1925	[1130, 1763, 1320, 1777]
page-number: 2	[155, 68, 170, 98]
heading-our-view: ΑΠΟΨΙΝ ΜΑΣ	[215, 226, 358, 251]
section-body: Μὲ ποῖον τρόπον θὰ ἐπιτευχθῇ ἡ νίκη τῆς ἐργατικῆς τάξεως; Διὰ τῆς ὀργανώσεως καὶ τῆς ἑνότητος. Μὲ ποῖον τρόπον θὰ ἐπιτευχθῇ ἡ νίκη τῆς ἐργατικῆς τάξεως; Διὰ τῆς ὀργανώσεως καὶ τῆς ἑνότητος.	[606, 1365, 834, 1466]
mopr-title: ΔΙΕΘΝΗΣ ΕΡΓΑΤΙΚΗ ΒΟΗΘΕΙΑ	[1367, 1338, 1585, 1355]
section-body: Καὶ τώρα ἡ κυβέρνησις ἐξαπολύει τὰ ὄργανά της κατὰ τῶν ἐργατῶν. Ἀλλὰ οἱ ἐργάται δὲν φοβοῦνται. Καὶ τώρα ἡ κυβέρνησις ἐξαπολύει τὰ ὄργανά της κατὰ τῶν ἐργατῶν. Ἀλλὰ οἱ ἐργάται δὲν φοβοῦνται. Καὶ τώρα ἡ κυβέρνησις ἐξαπολύει τὰ ὄργανά της κατὰ τῶν ἐργατῶν. Ἀλλὰ οἱ ἐργάται δὲν φοβοῦνται.	[606, 1493, 834, 1647]
section-title: ΓΙΑ Ν' ΤΟΣΗ ΣΙΩΠΗ	[606, 1785, 717, 1799]
youth-title: ΟΜΟΣΠΟΝΔΙΑ ΚΟΜΜΟΥΝΙΣΤΙΚΩΝ ΝΕΟΛΑΙΩΝ ΤΗΣ ΕΛΛΑΔΟΣ	[626, 124, 1074, 173]
teeth-body: Εἰς τὸ ὀδοντιατρεῖον τοῦ συντρόφου γίνονται θεραπεῖαι εἰς τιμὰς ἐργατικάς. Αἱ ἐπισκέψεις καθημερινῶς.	[1356, 1617, 1596, 1682]
central-committee-signature: Ἡ Κεντρικὴ Ἐπιτροπή	[953, 774, 1088, 788]
